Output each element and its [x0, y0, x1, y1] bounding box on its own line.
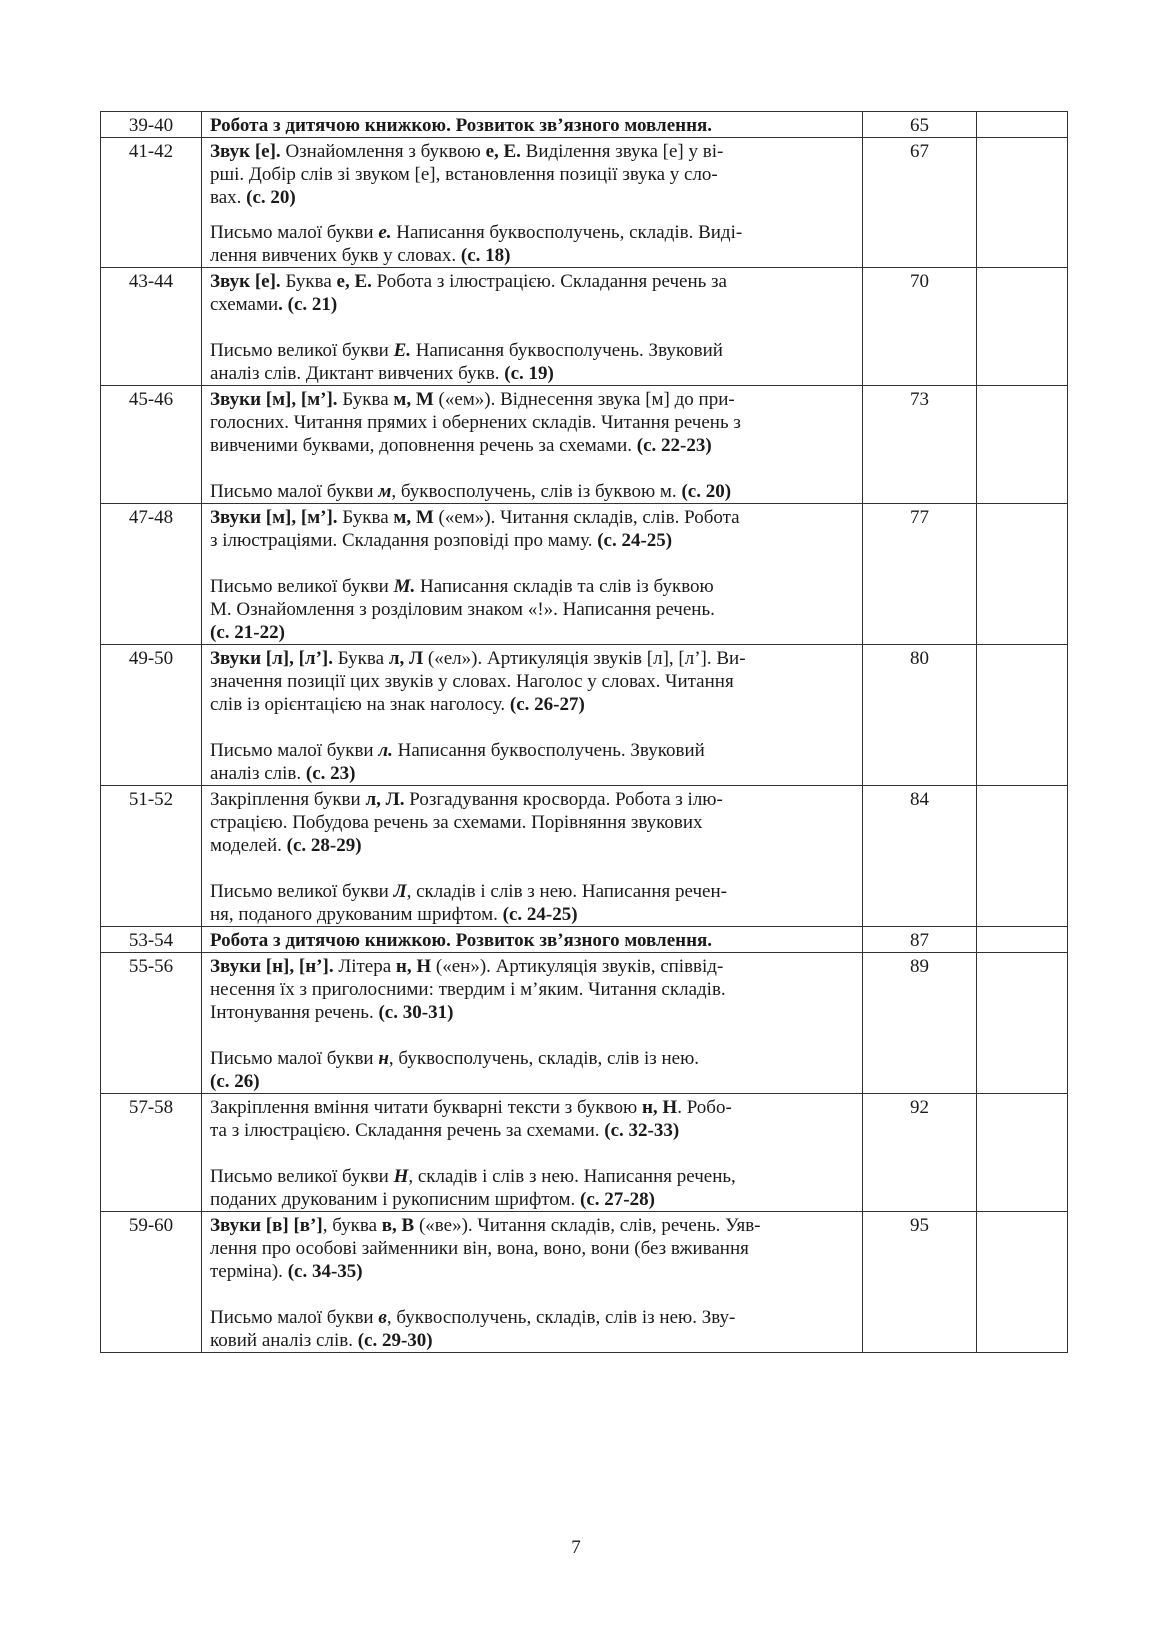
- text-segment: л.: [378, 740, 393, 761]
- lesson-topic-cell: [202, 786, 863, 927]
- text-segment: слів із орієнтацією на знак наголосу.: [210, 694, 510, 715]
- text-segment: Робота з ілюстрацією. Складання речень за: [371, 271, 727, 292]
- writing-topic: [210, 575, 854, 644]
- text-segment: (с. 30-31): [378, 1002, 454, 1023]
- text-segment: Письмо малої букви: [210, 481, 379, 502]
- lesson-topic-cell: [202, 138, 863, 268]
- text-segment: Письмо великої букви: [210, 881, 394, 902]
- text-segment: в: [378, 1307, 387, 1328]
- text-segment: голосних. Читання прямих і обернених складів. Читання речень з: [210, 412, 741, 433]
- page-reference-cell: 80: [863, 645, 977, 786]
- text-segment: Написання буквосполучень. Звуковий: [411, 340, 723, 361]
- text-segment: Написання буквосполучень. Звуковий: [392, 740, 705, 761]
- notes-cell: [977, 112, 1068, 138]
- text-segment: Письмо великої букви: [210, 576, 394, 597]
- text-segment: (с. 18): [460, 245, 511, 266]
- text-segment: , складів і слів з нею. Написання речен-: [406, 881, 727, 902]
- text-segment: Звук [е].: [210, 141, 281, 162]
- text-segment: Звуки [л], [л’].: [210, 648, 333, 669]
- lesson-number-cell: 51-52: [101, 786, 202, 927]
- page-reference-cell: 92: [863, 1094, 977, 1212]
- lesson-number-cell: 49-50: [101, 645, 202, 786]
- text-segment: Виділення звука [е] у ві-: [520, 141, 724, 162]
- lesson-plan-table: [100, 111, 1068, 1353]
- reading-topic: [210, 955, 854, 1024]
- text-segment: (с. 26): [210, 1071, 260, 1092]
- reading-topic: [210, 506, 854, 552]
- lesson-number-cell: 45-46: [101, 386, 202, 504]
- text-segment: Закріплення вміння читати букварні тексти з буквою: [210, 1097, 642, 1118]
- writing-topic: [210, 880, 854, 926]
- lesson-plan-body: [101, 112, 1068, 1353]
- text-segment: , буквосполучень, складів, слів із нею.: [388, 1048, 700, 1069]
- text-segment: , буквосполучень, складів, слів із нею. Зву-: [386, 1307, 736, 1328]
- text-segment: (с. 24-25): [597, 530, 673, 551]
- notes-cell: [977, 645, 1068, 786]
- page-reference-cell: 77: [863, 504, 977, 645]
- notes-cell: [977, 927, 1068, 953]
- lesson-number-cell: 39-40: [101, 112, 202, 138]
- text-segment: вивченими буквами, доповнення речень за схемами.: [210, 435, 637, 456]
- text-segment: («ен»). Артикуляція звуків, співвід-: [431, 956, 724, 977]
- text-segment: (с. 27-28): [580, 1189, 655, 1210]
- notes-cell: [977, 1212, 1068, 1353]
- text-segment: (с. 23): [305, 763, 356, 784]
- table-row: [101, 1212, 1068, 1353]
- text-segment: Закріплення букви: [210, 789, 366, 810]
- text-segment: Письмо великої букви: [210, 1166, 394, 1187]
- table-row: [101, 953, 1068, 1094]
- text-segment: ковий аналіз слів.: [210, 1330, 358, 1351]
- reading-topic: [210, 788, 854, 857]
- notes-cell: [977, 953, 1068, 1094]
- lesson-topic-cell: [202, 927, 863, 953]
- text-segment: Звуки [м], [м’].: [210, 507, 338, 528]
- text-segment: е.: [378, 222, 392, 243]
- text-segment: з ілюстраціями. Складання розповіді про маму.: [210, 530, 598, 551]
- lesson-number-cell: 59-60: [101, 1212, 202, 1353]
- notes-cell: [977, 504, 1068, 645]
- writing-topic: [210, 1306, 854, 1352]
- reading-topic: [210, 647, 854, 716]
- reading-topic: [210, 114, 854, 137]
- text-segment: Звуки [м], [м’].: [210, 389, 338, 410]
- text-segment: схемами: [210, 294, 279, 315]
- text-segment: М. Ознайомлення з розділовим знаком «!». Написання речень.: [210, 599, 715, 620]
- notes-cell: [977, 268, 1068, 386]
- writing-topic: [210, 739, 854, 785]
- text-segment: м, М: [393, 389, 434, 410]
- table-row: [101, 1094, 1068, 1212]
- lesson-number-cell: 55-56: [101, 953, 202, 1094]
- text-segment: (с. 29-30): [357, 1330, 433, 1351]
- page-reference-cell: 70: [863, 268, 977, 386]
- writing-topic: [210, 339, 854, 385]
- text-segment: (с. 20): [681, 481, 732, 502]
- notes-cell: [977, 138, 1068, 268]
- text-segment: Письмо великої букви: [210, 340, 394, 361]
- lesson-topic-cell: [202, 645, 863, 786]
- page-reference-cell: 84: [863, 786, 977, 927]
- text-segment: несення їх з приголосними: твердим і м’яким. Читання складів.: [210, 979, 726, 1000]
- table-row: [101, 268, 1068, 386]
- table-row: [101, 786, 1068, 927]
- text-segment: , буква: [322, 1215, 382, 1236]
- text-segment: е, Е.: [485, 141, 521, 162]
- text-segment: аналіз слів. Диктант вивчених букв.: [210, 363, 505, 384]
- table-row: [101, 112, 1068, 138]
- notes-cell: [977, 1094, 1068, 1212]
- writing-topic: [210, 1165, 854, 1211]
- text-segment: (с. 20): [246, 187, 296, 208]
- notes-cell: [977, 386, 1068, 504]
- text-segment: в, В: [381, 1215, 415, 1236]
- text-segment: (с. 22-23): [636, 435, 712, 456]
- text-segment: значення позиції цих звуків у словах. Наголос у словах. Читання: [210, 671, 734, 692]
- text-segment: Звук [е].: [210, 271, 281, 292]
- text-segment: Л: [393, 881, 407, 902]
- lesson-topic-cell: [202, 953, 863, 1094]
- text-segment: Інтонування речень.: [210, 1002, 379, 1023]
- reading-topic: [210, 929, 854, 952]
- reading-topic: [210, 1214, 854, 1283]
- text-segment: Письмо малої букви: [210, 1307, 379, 1328]
- text-segment: л, Л.: [365, 789, 405, 810]
- text-segment: («ем»). Читання складів, слів. Робота: [433, 507, 740, 528]
- text-segment: вах.: [210, 187, 247, 208]
- text-segment: Н: [393, 1166, 409, 1187]
- text-segment: Написання складів та слів із буквою: [415, 576, 714, 597]
- text-segment: Буква: [337, 507, 394, 528]
- page-reference-cell: 65: [863, 112, 977, 138]
- lesson-topic-cell: [202, 1094, 863, 1212]
- page-reference-cell: 73: [863, 386, 977, 504]
- text-segment: Написання буквосполучень, складів. Виді-: [391, 222, 743, 243]
- page-reference-cell: 87: [863, 927, 977, 953]
- reading-topic: [210, 388, 854, 457]
- text-segment: моделей.: [210, 835, 287, 856]
- text-segment: Буква: [280, 271, 337, 292]
- text-segment: Письмо малої букви: [210, 1048, 379, 1069]
- text-segment: та з ілюстрацією. Складання речень за схемами.: [210, 1120, 605, 1141]
- page-reference-cell: 67: [863, 138, 977, 268]
- page-reference-cell: 89: [863, 953, 977, 1094]
- writing-topic: [210, 221, 854, 267]
- reading-topic: [210, 140, 854, 209]
- text-segment: Письмо малої букви: [210, 740, 379, 761]
- text-segment: ня, поданого друкованим шрифтом.: [210, 904, 503, 925]
- notes-cell: [977, 786, 1068, 927]
- text-segment: Ознайомлення з буквою: [280, 141, 486, 162]
- lesson-number-cell: 53-54: [101, 927, 202, 953]
- text-segment: М.: [393, 576, 416, 597]
- text-segment: н: [378, 1048, 389, 1069]
- table-row: [101, 138, 1068, 268]
- text-segment: . Робо-: [677, 1097, 732, 1118]
- text-segment: (с. 21-22): [210, 622, 285, 643]
- lesson-topic-cell: [202, 504, 863, 645]
- lesson-topic-cell: [202, 1212, 863, 1353]
- text-segment: н, Н: [395, 956, 432, 977]
- text-segment: Письмо малої букви: [210, 222, 379, 243]
- page-number: 7: [571, 1537, 581, 1558]
- text-segment: . (с. 21): [278, 294, 338, 315]
- text-segment: («ем»). Віднесення звука [м] до при-: [433, 389, 735, 410]
- text-segment: , складів і слів з нею. Написання речень,: [408, 1166, 736, 1187]
- text-segment: (с. 34-35): [287, 1261, 363, 1282]
- text-segment: («ел»). Артикуляція звуків [л], [л’]. Ви-: [423, 648, 746, 669]
- lesson-number-cell: 41-42: [101, 138, 202, 268]
- table-row: [101, 645, 1068, 786]
- text-segment: (с. 26-27): [509, 694, 585, 715]
- text-segment: (с. 19): [504, 363, 554, 384]
- text-segment: Звуки [в] [в’]: [210, 1215, 323, 1236]
- text-segment: (с. 24-25): [502, 904, 578, 925]
- lesson-number-cell: 43-44: [101, 268, 202, 386]
- table-row: [101, 386, 1068, 504]
- page-reference-cell: 95: [863, 1212, 977, 1353]
- writing-topic: [210, 1047, 854, 1093]
- text-segment: Робота з дитячою книжкою. Розвиток зв’язного мовлення.: [210, 115, 713, 136]
- text-segment: м, М: [393, 507, 434, 528]
- text-segment: терміна).: [210, 1261, 288, 1282]
- lesson-topic-cell: [202, 112, 863, 138]
- text-segment: Е.: [393, 340, 411, 361]
- text-segment: (с. 32-33): [604, 1120, 680, 1141]
- text-segment: Літера: [333, 956, 396, 977]
- writing-topic: [210, 480, 854, 503]
- lesson-number-cell: 57-58: [101, 1094, 202, 1212]
- reading-topic: [210, 1096, 854, 1142]
- text-segment: Звуки [н], [н’].: [210, 956, 334, 977]
- text-segment: («ве»). Читання складів, слів, речень. Уяв-: [414, 1215, 761, 1236]
- reading-topic: [210, 270, 854, 316]
- text-segment: Буква: [337, 389, 394, 410]
- text-segment: , буквосполучень, слів із буквою м.: [391, 481, 682, 502]
- text-segment: м: [378, 481, 392, 502]
- text-segment: рші. Добір слів зі звуком [е], встановлення позиції звука у сло-: [210, 164, 718, 185]
- text-segment: л, Л: [388, 648, 424, 669]
- text-segment: лення про особові займенники він, вона, воно, вони (без вживання: [210, 1238, 749, 1259]
- lesson-topic-cell: [202, 386, 863, 504]
- text-segment: поданих друкованим і рукописним шрифтом.: [210, 1189, 580, 1210]
- text-segment: аналіз слів.: [210, 763, 306, 784]
- text-segment: н, Н: [641, 1097, 678, 1118]
- lesson-topic-cell: [202, 268, 863, 386]
- text-segment: е, Е.: [336, 271, 372, 292]
- text-segment: Робота з дитячою книжкою. Розвиток зв’язного мовлення.: [210, 930, 713, 951]
- lesson-number-cell: 47-48: [101, 504, 202, 645]
- table-row: [101, 927, 1068, 953]
- text-segment: Розгадування кросворда. Робота з ілю-: [404, 789, 723, 810]
- text-segment: лення вивчених букв у словах.: [210, 245, 461, 266]
- table-row: [101, 504, 1068, 645]
- text-segment: (с. 28-29): [286, 835, 362, 856]
- text-segment: Буква: [333, 648, 389, 669]
- text-segment: страцією. Побудова речень за схемами. Порівняння звукових: [210, 812, 703, 833]
